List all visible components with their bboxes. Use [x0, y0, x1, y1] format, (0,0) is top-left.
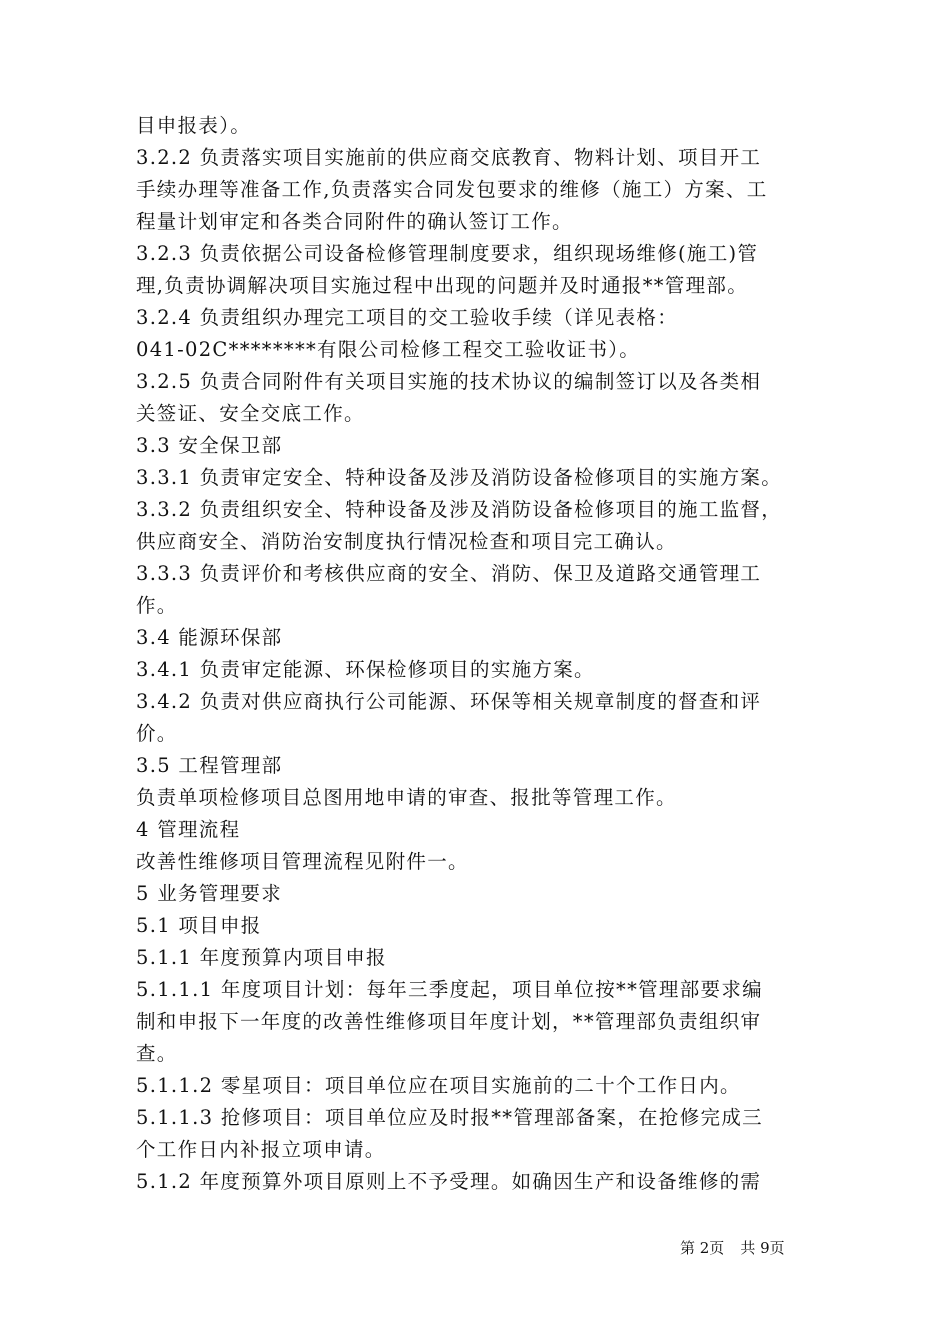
text-line: 5.1.1.3 抢修项目：项目单位应及时报**管理部备案，在抢修完成三 [136, 1106, 763, 1129]
text-line: 3.2.4 负责组织办理完工项目的交工验收手续（详见表格： [136, 306, 679, 329]
page-footer [680, 1238, 785, 1258]
text-line: 理,负责协调解决项目实施过程中出现的问题并及时通报**管理部。 [136, 274, 748, 297]
text-line: 目申报表）。 [136, 114, 252, 137]
text-line: 供应商安全、消防治安制度执行情况检查和项目完工确认。 [136, 530, 677, 553]
section-heading: 4 管理流程 [136, 818, 241, 841]
text-line: 个工作日内补报立项申请。 [136, 1138, 386, 1161]
text-line: 3.4.1 负责审定能源、环保检修项目的实施方案。 [136, 658, 595, 681]
section-heading: 5.1 项目申报 [136, 914, 262, 937]
text-line: 3.3.2 负责组织安全、特种设备及涉及消防设备检修项目的施工监督， [136, 498, 783, 521]
text-line: 3.3.3 负责评价和考核供应商的安全、消防、保卫及道路交通管理工 [136, 562, 762, 585]
section-heading: 3.3 安全保卫部 [136, 434, 283, 457]
page-total: 共 9页 [740, 1239, 785, 1257]
text-line: 5.1.1.1 年度项目计划：每年三季度起，项目单位按**管理部要求编 [136, 978, 763, 1001]
text-line: 查。 [136, 1042, 178, 1065]
text-line: 手续办理等准备工作,负责落实合同发包要求的维修（施工）方案、工 [136, 178, 768, 201]
page-number: 第 2页 [680, 1239, 725, 1257]
text-line: 作。 [136, 594, 178, 617]
text-line: 价。 [136, 722, 178, 745]
text-line: 3.2.2 负责落实项目实施前的供应商交底教育、物料计划、项目开工 [136, 146, 762, 169]
document-body [136, 110, 816, 1198]
section-heading: 5.1.1 年度预算内项目申报 [136, 946, 387, 969]
text-line: 改善性维修项目管理流程见附件一。 [136, 850, 469, 873]
text-line: 制和申报下一年度的改善性维修项目年度计划，**管理部负责组织审 [136, 1010, 762, 1033]
text-line: 3.3.1 负责审定安全、特种设备及涉及消防设备检修项目的实施方案。 [136, 466, 783, 489]
text-line: 关签证、安全交底工作。 [136, 402, 365, 425]
text-line: 3.2.5 负责合同附件有关项目实施的技术协议的编制签订以及各类相 [136, 370, 762, 393]
text-line: 负责单项检修项目总图用地申请的审查、报批等管理工作。 [136, 786, 677, 809]
text-line: 程量计划审定和各类合同附件的确认签订工作。 [136, 210, 573, 233]
text-line: 5.1.1.2 零星项目：项目单位应在项目实施前的二十个工作日内。 [136, 1074, 741, 1097]
section-heading: 5 业务管理要求 [136, 882, 283, 905]
text-line: 3.4.2 负责对供应商执行公司能源、环保等相关规章制度的督查和评 [136, 690, 762, 713]
section-heading: 3.4 能源环保部 [136, 626, 283, 649]
text-line: 5.1.2 年度预算外项目原则上不予受理。如确因生产和设备维修的需 [136, 1170, 762, 1193]
text-line: 041-02C********有限公司检修工程交工验收证书）。 [136, 338, 641, 361]
text-line: 3.2.3 负责依据公司设备检修管理制度要求，组织现场维修(施工)管 [136, 242, 759, 265]
section-heading: 3.5 工程管理部 [136, 754, 283, 777]
